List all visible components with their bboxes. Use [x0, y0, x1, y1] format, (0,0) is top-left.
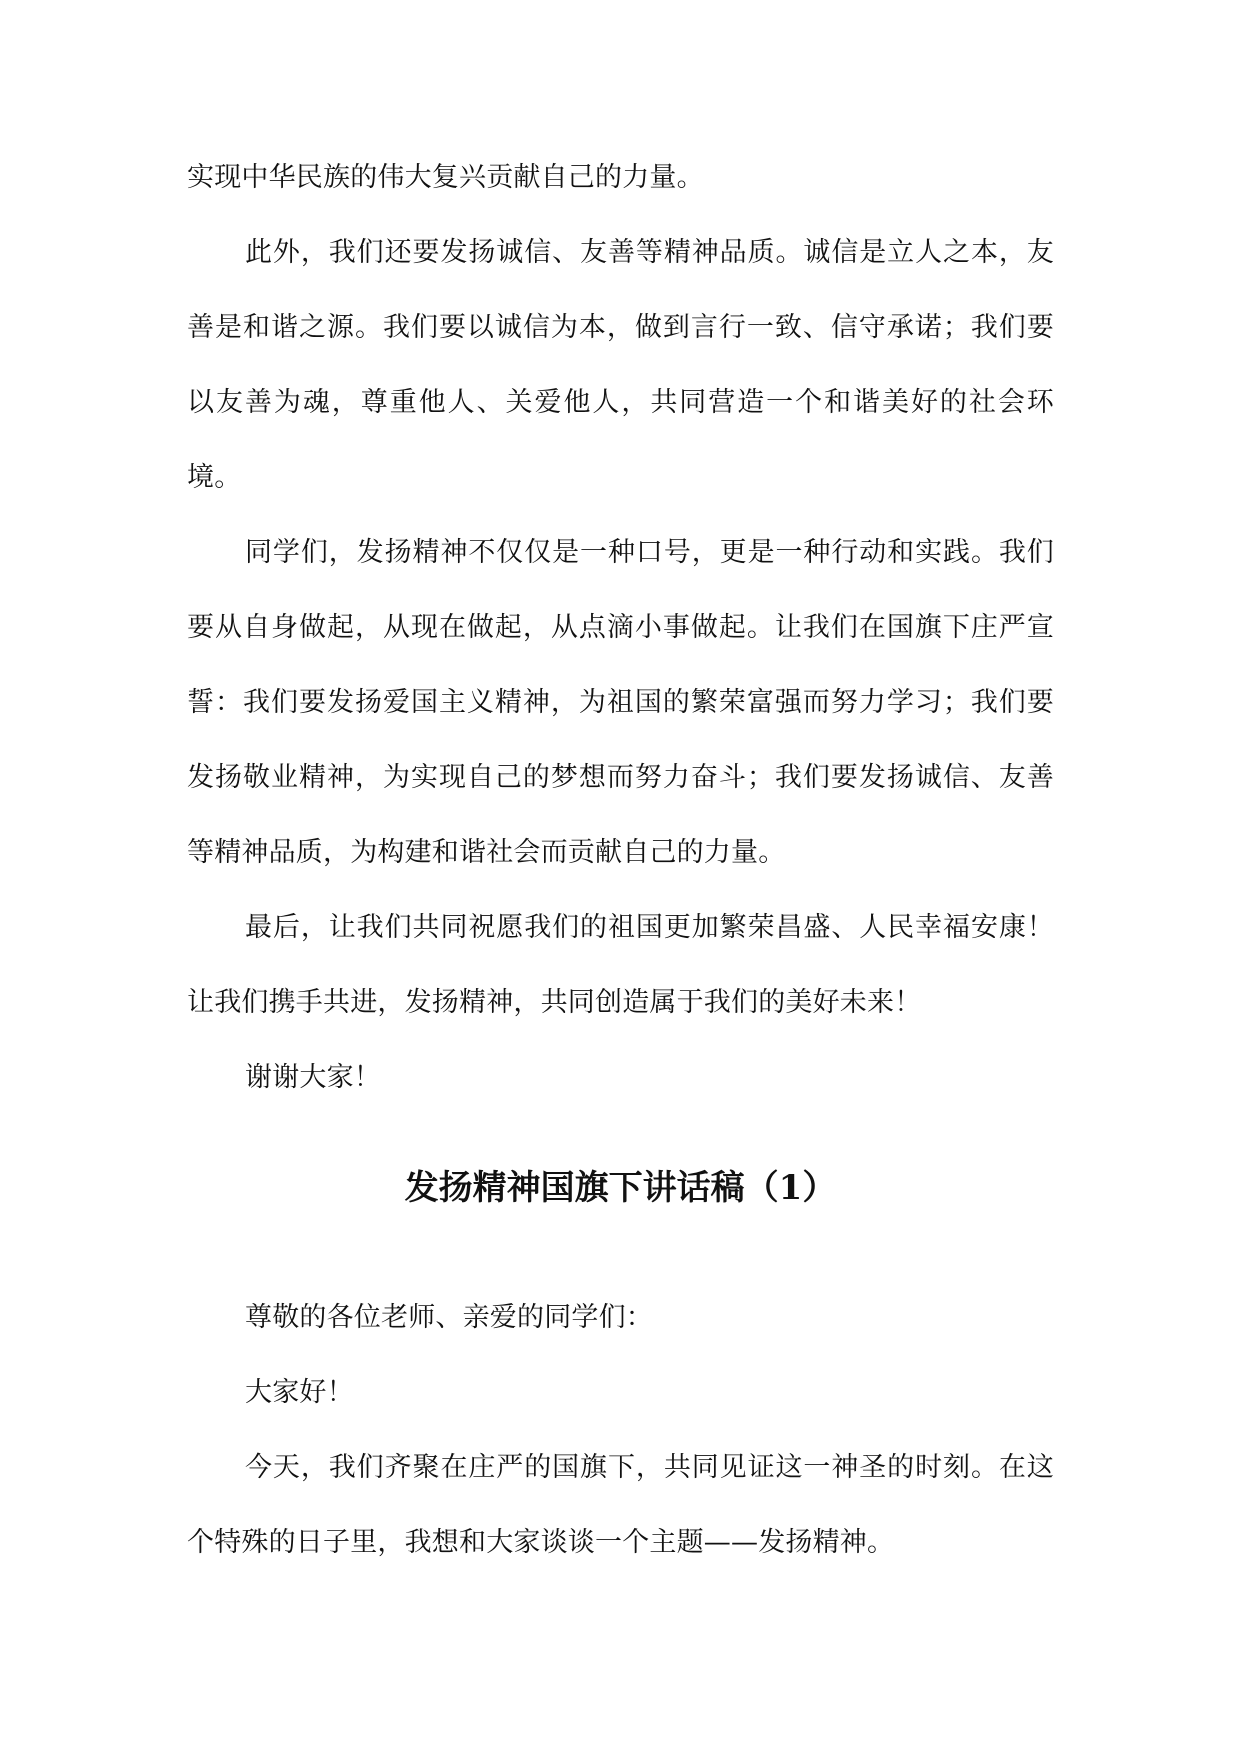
thanks-paragraph: 谢谢大家！: [245, 1062, 381, 1093]
previous-speech-ending: [187, 140, 1054, 1115]
new-speech-body: [187, 1280, 1054, 1580]
closing-wish-paragraph: 最后，让我们共同祝愿我们的祖国更加繁荣昌盛、人民幸福安康！让我们携手共进，发扬精神，共同创造属于我们的美好未来！: [187, 912, 1054, 1018]
opening-paragraph: 今天，我们齐聚在庄严的国旗下，共同见证这一神圣的时刻。在这个特殊的日子里，我想和大家谈谈一个主题——发扬精神。: [187, 1452, 1054, 1558]
speech-title: 发扬精神国旗下讲话稿（1）: [404, 1168, 837, 1208]
pledge-paragraph: 同学们，发扬精神不仅仅是一种口号，更是一种行动和实践。我们要从自身做起，从现在做起，从点滴小事做起。让我们在国旗下庄严宣誓：我们要发扬爱国主义精神，为祖国的繁荣富强而努力学习；我们要发扬敬业精神，为实现自己的梦想而努力奋斗；我们要发扬诚信、友善等精神品质，为构建和谐社会而贡献自己的力量。: [187, 537, 1054, 868]
salutation-paragraph: 尊敬的各位老师、亲爱的同学们：: [245, 1302, 653, 1333]
integrity-paragraph: 此外，我们还要发扬诚信、友善等精神品质。诚信是立人之本，友善是和谐之源。我们要以诚信为本，做到言行一致、信守承诺；我们要以友善为魂，尊重他人、关爱他人，共同营造一个和谐美好的社会环境。: [187, 237, 1054, 493]
continuation-paragraph: 实现中华民族的伟大复兴贡献自己的力量。: [187, 162, 704, 193]
greeting-paragraph: 大家好！: [245, 1377, 354, 1408]
